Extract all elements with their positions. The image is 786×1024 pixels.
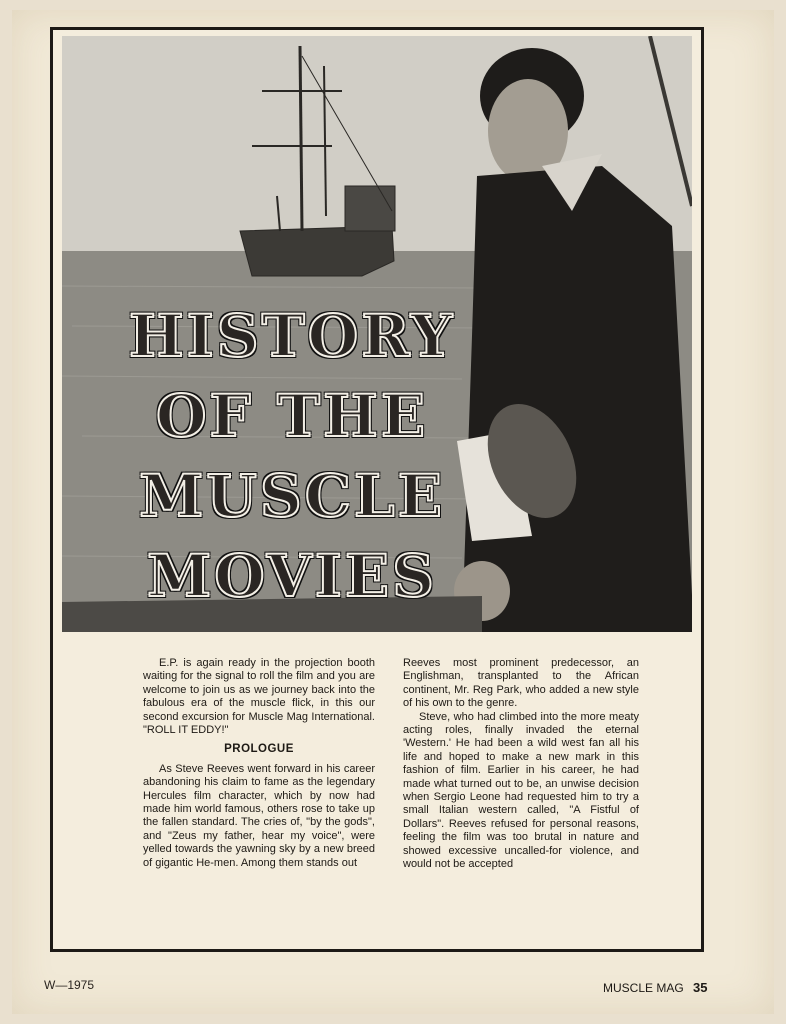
article-title: [62, 296, 522, 616]
body-paragraph: Steve, who had climbed into the more meaty acting roles, finally invaded the eternal 'Western.' He had been a wild west fan all his life and hoped to make a new mark in this fashion of film. Earlier in his career, he had made what turned out to be, an unwise decision when Sergio Leone had requested him to try a small Italian western called, "A Fistful of Dollars". Reeves refused for personal reasons, feeling the film was too brutal in nature and showed excessive uncalled-for violence, and would not be accepted: [403, 710, 639, 871]
section-heading: PROLOGUE: [224, 743, 294, 756]
body-paragraph: Reeves most prominent predecessor, an Englishman, transplanted to the African continent, Mr. Reg Park, who added a new style of his own to the genre.: [403, 657, 639, 710]
intro-paragraph: E.P. is again ready in the projection booth waiting for the signal to roll the film and you are welcome to join us as we journey back into the fabulous era of the muscle flick, in this our second excursion for Muscle Mag International. "ROLL IT EDDY!": [143, 657, 375, 737]
magazine-name: MUSCLE MAG: [603, 981, 684, 995]
title-line-4: MOVIES: [147, 542, 437, 610]
title-line-2: OF THE: [155, 382, 429, 450]
text-column-left: [143, 657, 375, 870]
title-line-1: HISTORY: [128, 302, 456, 370]
text-column-right: [403, 657, 639, 872]
issue-date: W—1975: [44, 978, 95, 992]
page-footer: [603, 980, 708, 995]
title-line-3: MUSCLE: [139, 462, 445, 530]
body-paragraph: As Steve Reeves went forward in his career abandoning his claim to fame as the legendary Hercules film character, which by now had made him world famous, others rose to take up the fallen standard. The cries of, "by the gods", and "Zeus my father, hear my voice", were yelled towards the yawning sky by a new breed of gigantic He-men. Among them stands out: [143, 762, 375, 869]
page-number: 35: [693, 980, 708, 995]
